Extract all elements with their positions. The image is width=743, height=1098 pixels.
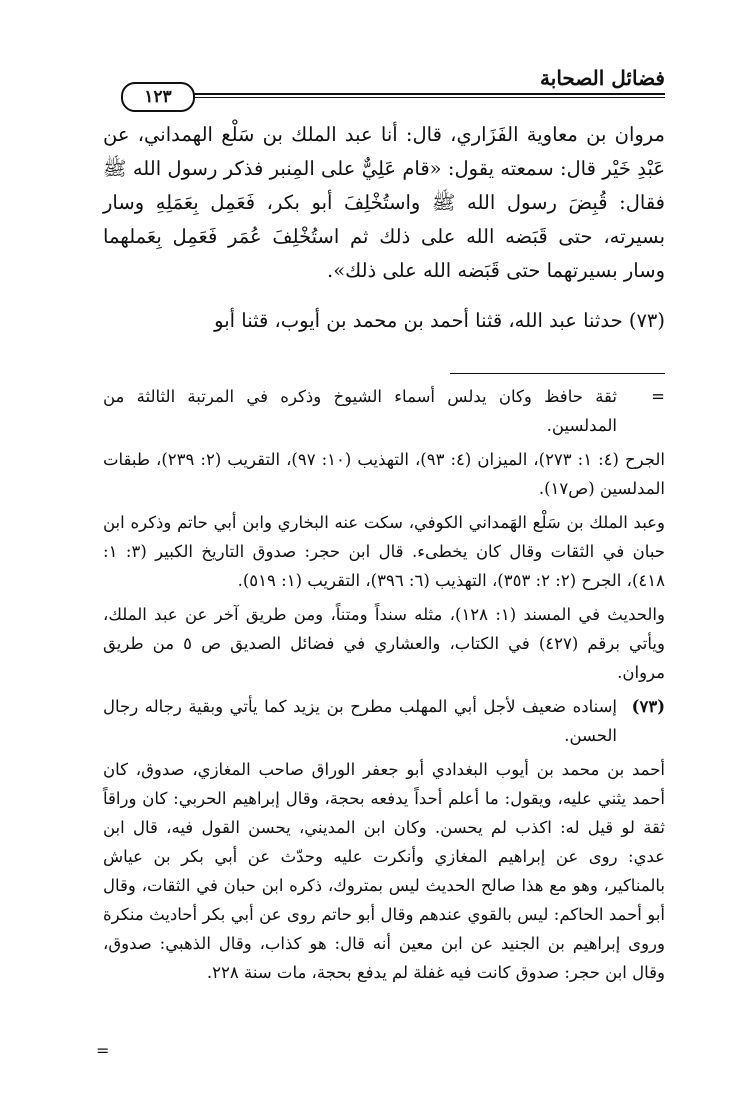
footnote-narrator-abdulmalik: وعبد الملك بن سَلْع الهَمداني الكوفي، سكت عنه البخاري وابن أبي حاتم وذكره ابن حبان في الثقات وقال كان يخطىء. قال ابن حجر: صدوق التاريخ الكبير (٣: ١: ٤١٨)، الجرح (٢: ٢: ٣٥٣)، التهذيب (٦: ٣٩٦)، التقريب (١: ٥١٩). [103, 513, 665, 590]
footnote-continuation [103, 382, 665, 440]
running-title: فضائل الصحابة [540, 66, 665, 90]
page-header [105, 60, 665, 105]
continuation-marker: = [651, 387, 665, 406]
footnote-separator [450, 373, 665, 374]
footnote-references: الجرح (٤: ١: ٢٧٣)، الميزان (٤: ٩٣)، التهذيب (١٠: ٩٧)، التقريب (٢: ٢٣٩)، طبقات المدلسين (ص١٧). [103, 450, 665, 498]
hadith-73-paragraph: (٧٣) حدثنا عبد الله، قثنا أحمد بن محمد بن أيوب، قثنا أبو [214, 309, 665, 332]
footnote-number: (٧٣) [631, 697, 665, 716]
continuation-end-marker: = [96, 1041, 110, 1060]
footnote-narrator-ahmad: أحمد بن محمد بن أيوب البغدادي أبو جعفر الوراق صاحب المغازي، صدوق، كان أحمد يثني عليه، ويقول: ما أعلم أحداً يدفعه بحجة، وقال إبراهيم الحربي: كان وراقاً ثقة لو قيل له: اكذب لم يحسن. وكان ابن المديني، يحسن القول فيه، قال ابن عدي: روى عن إبراهيم المغازي وأنكرت عليه وحدّث عن أبي بكر بن عياش بالمناكير، وهو مع هذا صالح الحديث ليس بمتروك، ذكره ابن حبان في الثقات، وقال أبو أحمد الحاكم: ليس بالقوي عندهم وقال أبو حاتم روى عن أبي بكر أحاديث منكرة وروى إبراهيم بن الجنيد عن ابن معين أنه قال: هو كذاب، وقال الذهبي: صدوق، وقال ابن حجر: صدوق كانت فيه غفلة لم يدفع بحجة، مات سنة ٢٢٨. [103, 760, 665, 982]
footnote-73 [103, 692, 665, 750]
footnote-text: إسناده ضعيف لأجل أبي المهلب مطرح بن يزيد كما يأتي وبقية رجاله رجال الحسن. [103, 697, 617, 745]
header-rule [185, 93, 665, 95]
footnote-hadith-sources: والحديث في المسند (١: ١٢٨)، مثله سنداً ومتناً، ومن طريق آخر عن عبد الملك، ويأتي برقم (٤٢٧) في الكتاب، والعشاري في فضائل الصديق ص ٥ من طريق مروان. [103, 605, 665, 682]
page-number: ١٢٣ [121, 82, 195, 112]
footnotes [103, 382, 665, 992]
main-paragraph: مروان بن معاوية الفَزَاري، قال: أنا عبد الملك بن سَلْع الهمداني، عن عَبْدِ خَيْر قال: سمعته يقول: «قام عَلِيٌّ على المِنبر فذكر رسول الله ﷺ فقال: قُبِضَ رسول الله ﷺ واستُخْلِفَ أبو بكر، فَعَمِل بِعَمَلِهِ وسار بسيرته، حتى قَبَضه الله على ذلك ثم استُخْلِفَ عُمَر فَعَمِل بِعَملهما وسار بسيرتهما حتى قَبَضه الله على ذلك». [103, 123, 665, 282]
header-rule-thin [185, 97, 665, 98]
main-text [103, 118, 665, 338]
footnote-text: ثقة حافظ وكان يدلس أسماء الشيوخ وذكره في المرتبة الثالثة من المدلسين. [103, 387, 617, 435]
